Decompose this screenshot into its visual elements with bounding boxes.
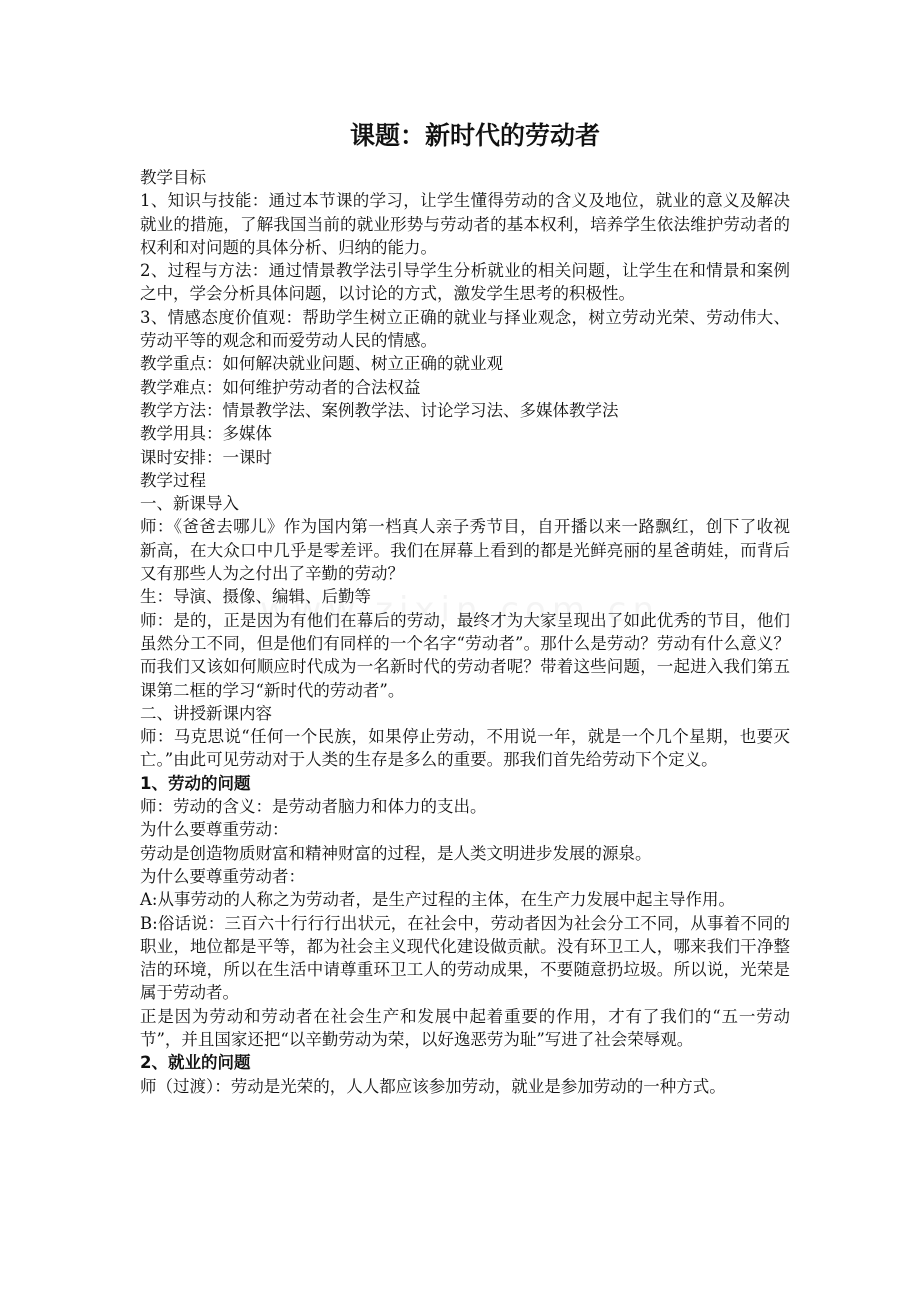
section-heading: 1、劳动的问题 (140, 773, 251, 793)
document-title: 课题：新时代的劳动者 (349, 121, 600, 150)
paragraph: 师（过渡）：劳动是光荣的，人人都应该参加劳动，就业是参加劳动的一种方式。 (140, 1076, 726, 1096)
paragraph: 1、知识与技能：通过本节课的学习，让学生懂得劳动的含义及地位，就业的意义及解决就业的措施，了解我国当前的就业形势与劳动者的基本权利，培养学生依法维护劳动者的权利和对问题的具体分析、归纳的能力。 (140, 191, 790, 257)
paragraph: 教学难点：如何维护劳动者的合法权益 (140, 377, 421, 397)
paragraph: 生：导演、摄像、编辑、后勤等 (140, 587, 371, 607)
paragraph: 2、过程与方法：通过情景教学法引导学生分析就业的相关问题，让学生在和情景和案例之中，学会分析具体问题，以讨论的方式，激发学生思考的积极性。 (140, 261, 790, 304)
paragraph: A:从事劳动的人称之为劳动者，是生产过程的主体，在生产力发展中起主导作用。 (140, 890, 735, 910)
document-body (140, 166, 790, 1098)
paragraph: 师：马克思说“任何一个民族，如果停止劳动，不用说一年，就是一个几个星期，也要灭亡。”由此可见劳动对于人类的生存是多么的重要。那我们首先给劳动下个定义。 (140, 727, 790, 770)
paragraph: 师：是的，正是因为有他们在幕后的劳动，最终才为大家呈现出了如此优秀的节目，他们虽然分工不同，但是他们有同样的一个名字“劳动者”。那什么是劳动？劳动有什么意义？而我们又该如何顺应时代成为一名新时代的劳动者呢？带着这些问题，一起进入我们第五课第二框的学习“新时代的劳动者”。 (140, 610, 790, 700)
paragraph: 教学目标 (140, 168, 206, 187)
paragraph: 教学过程 (140, 470, 206, 490)
paragraph: 教学方法：情景教学法、案例教学法、讨论学习法、多媒体教学法 (140, 400, 619, 420)
paragraph: 一、新课导入 (140, 494, 239, 514)
paragraph: 师：劳动的含义：是劳动者脑力和体力的支出。 (140, 797, 487, 817)
paragraph: 3、情感态度价值观：帮助学生树立正确的就业与择业观念，树立劳动光荣、劳动伟大、劳动平等的观念和而爱劳动人民的情感。 (140, 307, 790, 351)
document-page (140, 118, 790, 1098)
paragraph: 教学重点：如何解决就业问题、树立正确的就业观 (140, 354, 503, 374)
paragraph: 劳动是创造物质财富和精神财富的过程，是人类文明进步发展的源泉。 (140, 843, 652, 863)
paragraph: 二、讲授新课内容 (140, 703, 272, 723)
section-heading: 2、就业的问题 (140, 1053, 251, 1073)
paragraph: B:俗话说：三百六十行行行出状元，在社会中，劳动者因为社会分工不同，从事着不同的职业，地位都是平等，都为社会主义现代化建设做贡献。没有环卫工人，哪来我们干净整洁的环境，所以在生活中请尊重环卫工人的劳动成果，不要随意扔垃圾。所以说，光荣是属于劳动者。 (140, 913, 790, 1003)
paragraph: 课时安排：一课时 (140, 447, 272, 467)
paragraph: 师：《爸爸去哪儿》作为国内第一档真人亲子秀节目，自开播以来一路飘红，创下了收视新高，在大众口中几乎是零差评。我们在屏幕上看到的都是光鲜亮丽的星爸萌娃，而背后又有那些人为之付出了辛勤的劳动？ (140, 517, 790, 584)
paragraph: 为什么要尊重劳动： (140, 820, 289, 840)
paragraph: 为什么要尊重劳动者： (140, 866, 305, 886)
paragraph: 教学用具：多媒体 (140, 424, 272, 444)
paragraph: 正是因为劳动和劳动者在社会生产和发展中起着重要的作用，才有了我们的“五一劳动节”，并且国家还把“以辛勤劳动为荣，以好逸恶劳为耻”写进了社会荣辱观。 (140, 1006, 790, 1049)
